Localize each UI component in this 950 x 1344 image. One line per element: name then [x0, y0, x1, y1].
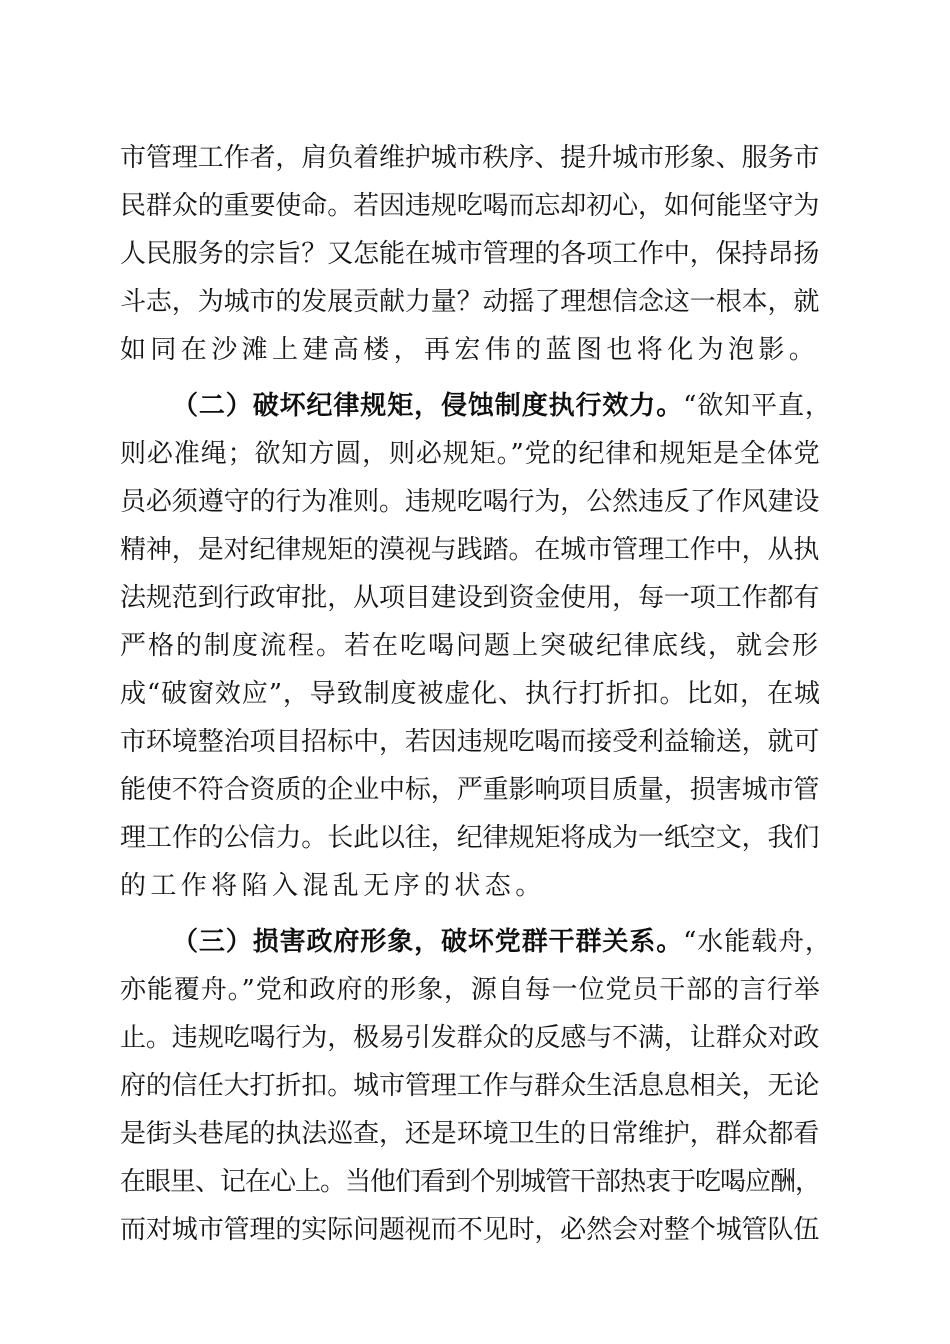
body-text-line: 亦能覆舟。”党和政府的形象，源自每一位党员干部的言行举 — [120, 975, 821, 1005]
body-text-line: 人民服务的宗旨？又怎能在城市管理的各项工作中，保持昂扬 — [120, 239, 820, 269]
body-text-line: 在眼里、记在心上。当他们看到个别城管干部热衷于吃喝应酬， — [120, 1167, 821, 1197]
body-text-line: 斗志，为城市的发展贡献力量？动摇了理想信念这一根本，就 — [120, 287, 820, 317]
body-text-line: 民群众的重要使命。若因违规吃喝而忘却初心，如何能坚守为 — [120, 191, 820, 221]
body-text-line: 的工作将陷入混乱无序的状态。 — [120, 871, 546, 901]
body-text-fragment: “水能载舟， — [683, 927, 832, 957]
body-text-fragment: “欲知平直， — [683, 391, 832, 421]
body-text-line: 府的信任大打折扣。城市管理工作与群众生活息息相关，无论 — [120, 1071, 820, 1101]
section-heading: （三）损害政府形象，破坏党群干群关系。 — [172, 927, 684, 957]
body-text-line: 市管理工作者，肩负着维护城市秩序、提升城市形象、服务市 — [120, 143, 820, 173]
section-heading-line — [172, 922, 832, 962]
body-text-line: 能使不符合资质的企业中标，严重影响项目质量，损害城市管 — [120, 775, 820, 805]
body-text-line: 市环境整治项目招标中，若因违规吃喝而接受利益输送，就可 — [120, 727, 820, 757]
body-text-line: 员必须遵守的行为准则。违规吃喝行为，公然违反了作风建设 — [120, 487, 820, 517]
body-text-line: 而对城市管理的实际问题视而不见时，必然会对整个城管队伍 — [120, 1215, 820, 1245]
body-text-line: 法规范到行政审批，从项目建设到资金使用，每一项工作都有 — [120, 583, 820, 613]
body-text-line: 理工作的公信力。长此以往，纪律规矩将成为一纸空文，我们 — [120, 823, 820, 853]
body-text-line: 如同在沙滩上建高楼，再宏伟的蓝图也将化为泡影。 — [120, 335, 820, 365]
section-heading: （二）破坏纪律规矩，侵蚀制度执行效力。 — [172, 391, 684, 421]
body-text-line: 止。违规吃喝行为，极易引发群众的反感与不满，让群众对政 — [120, 1023, 820, 1053]
body-text-line: 成“破窗效应”，导致制度被虚化、执行打折扣。比如，在城 — [120, 679, 821, 709]
body-text-line: 精神，是对纪律规矩的漠视与践踏。在城市管理工作中，从执 — [120, 535, 820, 565]
body-text-line: 严格的制度流程。若在吃喝问题上突破纪律底线，就会形 — [120, 631, 821, 661]
section-heading-line — [172, 386, 832, 426]
body-text-line: 是街头巷尾的执法巡查，还是环境卫生的日常维护，群众都看 — [120, 1119, 820, 1149]
body-text-line: 则必准绳；欲知方圆，则必规矩。”党的纪律和规矩是全体党 — [120, 439, 821, 469]
